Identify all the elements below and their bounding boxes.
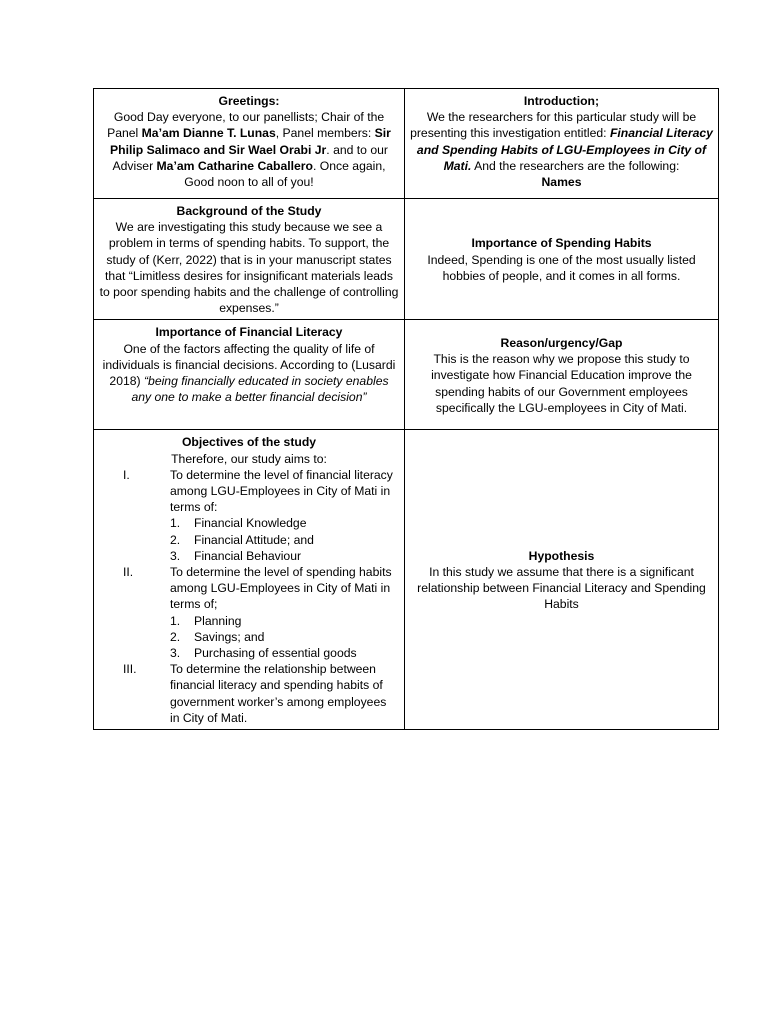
greetings-text-4: . Once again, Good noon to all of you! [184, 158, 386, 190]
subitem-text: Planning [194, 613, 242, 628]
hypothesis-heading: Hypothesis [528, 548, 595, 563]
subitem-number: 1. [170, 613, 181, 628]
objective-subitem [99, 548, 399, 564]
hypothesis-cell [405, 430, 719, 730]
objective-subitem [99, 645, 399, 661]
greetings-text-3: . and to our Adviser [112, 142, 388, 173]
objectives-heading: Objectives of the study [181, 435, 317, 450]
subitem-number: 2. [170, 532, 181, 547]
subitem-text: Financial Behaviour [194, 548, 302, 563]
subitem-number: 3. [170, 646, 181, 661]
background-body: We are investigating this study because we see a problem in terms of spending habits. To support, the study of (Kerr, 2022) that is in your manuscript states that “Limitless desires for insignificant materials leads to poor spending habits and the challenge of controlling expenses.” [99, 220, 399, 316]
objective-number: III. [123, 662, 137, 677]
lusardi-quote: “being financially educated in society enables any one to make a better financial decision” [131, 374, 389, 405]
panel-members-names: Sir Philip Salimaco and Sir Wael Orabi Jr [110, 126, 391, 157]
panel-chair-name: Ma’am Dianne T. Lunas [141, 126, 276, 141]
objective-text: To determine the relationship between financial literacy and spending habits of government worker’s among employees in City of Mati. [170, 662, 387, 725]
introduction-heading: Introduction; [523, 94, 600, 108]
objective-item [99, 661, 399, 726]
greetings-heading: Greetings: [218, 94, 280, 108]
importance-spending-heading: Importance of Spending Habits [471, 236, 652, 251]
objective-subitem [99, 629, 399, 645]
greetings-text-1: Good Day everyone, to our panellists; Chair of the Panel [107, 110, 385, 141]
presentation-script-table [93, 88, 719, 730]
subitem-text: Financial Knowledge [194, 516, 307, 531]
introduction-cell [405, 89, 719, 199]
importance-spending-body: Indeed, Spending is one of the most usually listed hobbies of people, and it comes in all forms. [427, 252, 696, 283]
importance-spending-cell [405, 199, 719, 320]
objective-text: To determine the level of spending habits among LGU-Employees in City of Mati in terms of; [170, 565, 392, 612]
subitem-text: Purchasing of essential goods [194, 646, 357, 661]
objectives-intro: Therefore, our study aims to: [171, 451, 327, 466]
subitem-text: Savings; and [194, 629, 265, 644]
introduction-text-2: And the researchers are the following: [471, 158, 680, 173]
importance-financial-heading: Importance of Financial Literacy [155, 325, 343, 340]
objective-text: To determine the level of financial literacy among LGU-Employees in City of Mati in terms of: [170, 467, 393, 515]
importance-financial-cell [94, 320, 405, 430]
greetings-text-2: , Panel members: [275, 126, 375, 141]
adviser-name: Ma’am Catharine Caballero [156, 158, 313, 173]
subitem-text: Financial Attitude; and [194, 532, 314, 547]
importance-financial-text: One of the factors affecting the quality of life of individuals is financial decisions. According to (Lusardi 2018) [102, 341, 396, 389]
objective-item [99, 564, 399, 613]
objective-subitem [99, 515, 399, 531]
subitem-number: 3. [170, 548, 181, 563]
background-cell [94, 199, 405, 320]
reason-body: This is the reason why we propose this study to investigate how Financial Education improve the spending habits of our Government employees specifically the LGU-employees in City of Mati. [431, 352, 692, 415]
introduction-text-1: We the researchers for this particular study will be presenting this investigation entitled: [410, 110, 697, 141]
subitem-number: 2. [170, 629, 181, 644]
objective-item [99, 467, 399, 516]
study-title: Financial Literacy and Spending Habits of LGU-Employees in City of Mati. [416, 126, 713, 173]
objectives-cell [94, 430, 405, 730]
greetings-cell [94, 89, 405, 199]
hypothesis-body: In this study we assume that there is a significant relationship between Financial Literacy and Spending Habits [417, 565, 706, 612]
background-heading: Background of the Study [176, 204, 322, 218]
reason-cell [405, 320, 719, 430]
objective-subitem [99, 532, 399, 548]
subitem-number: 1. [170, 516, 181, 531]
reason-heading: Reason/urgency/Gap [500, 335, 623, 350]
objective-subitem [99, 613, 399, 629]
researcher-names-label: Names [541, 175, 582, 190]
objective-number: I. [123, 467, 130, 482]
objective-number: II. [123, 565, 134, 580]
